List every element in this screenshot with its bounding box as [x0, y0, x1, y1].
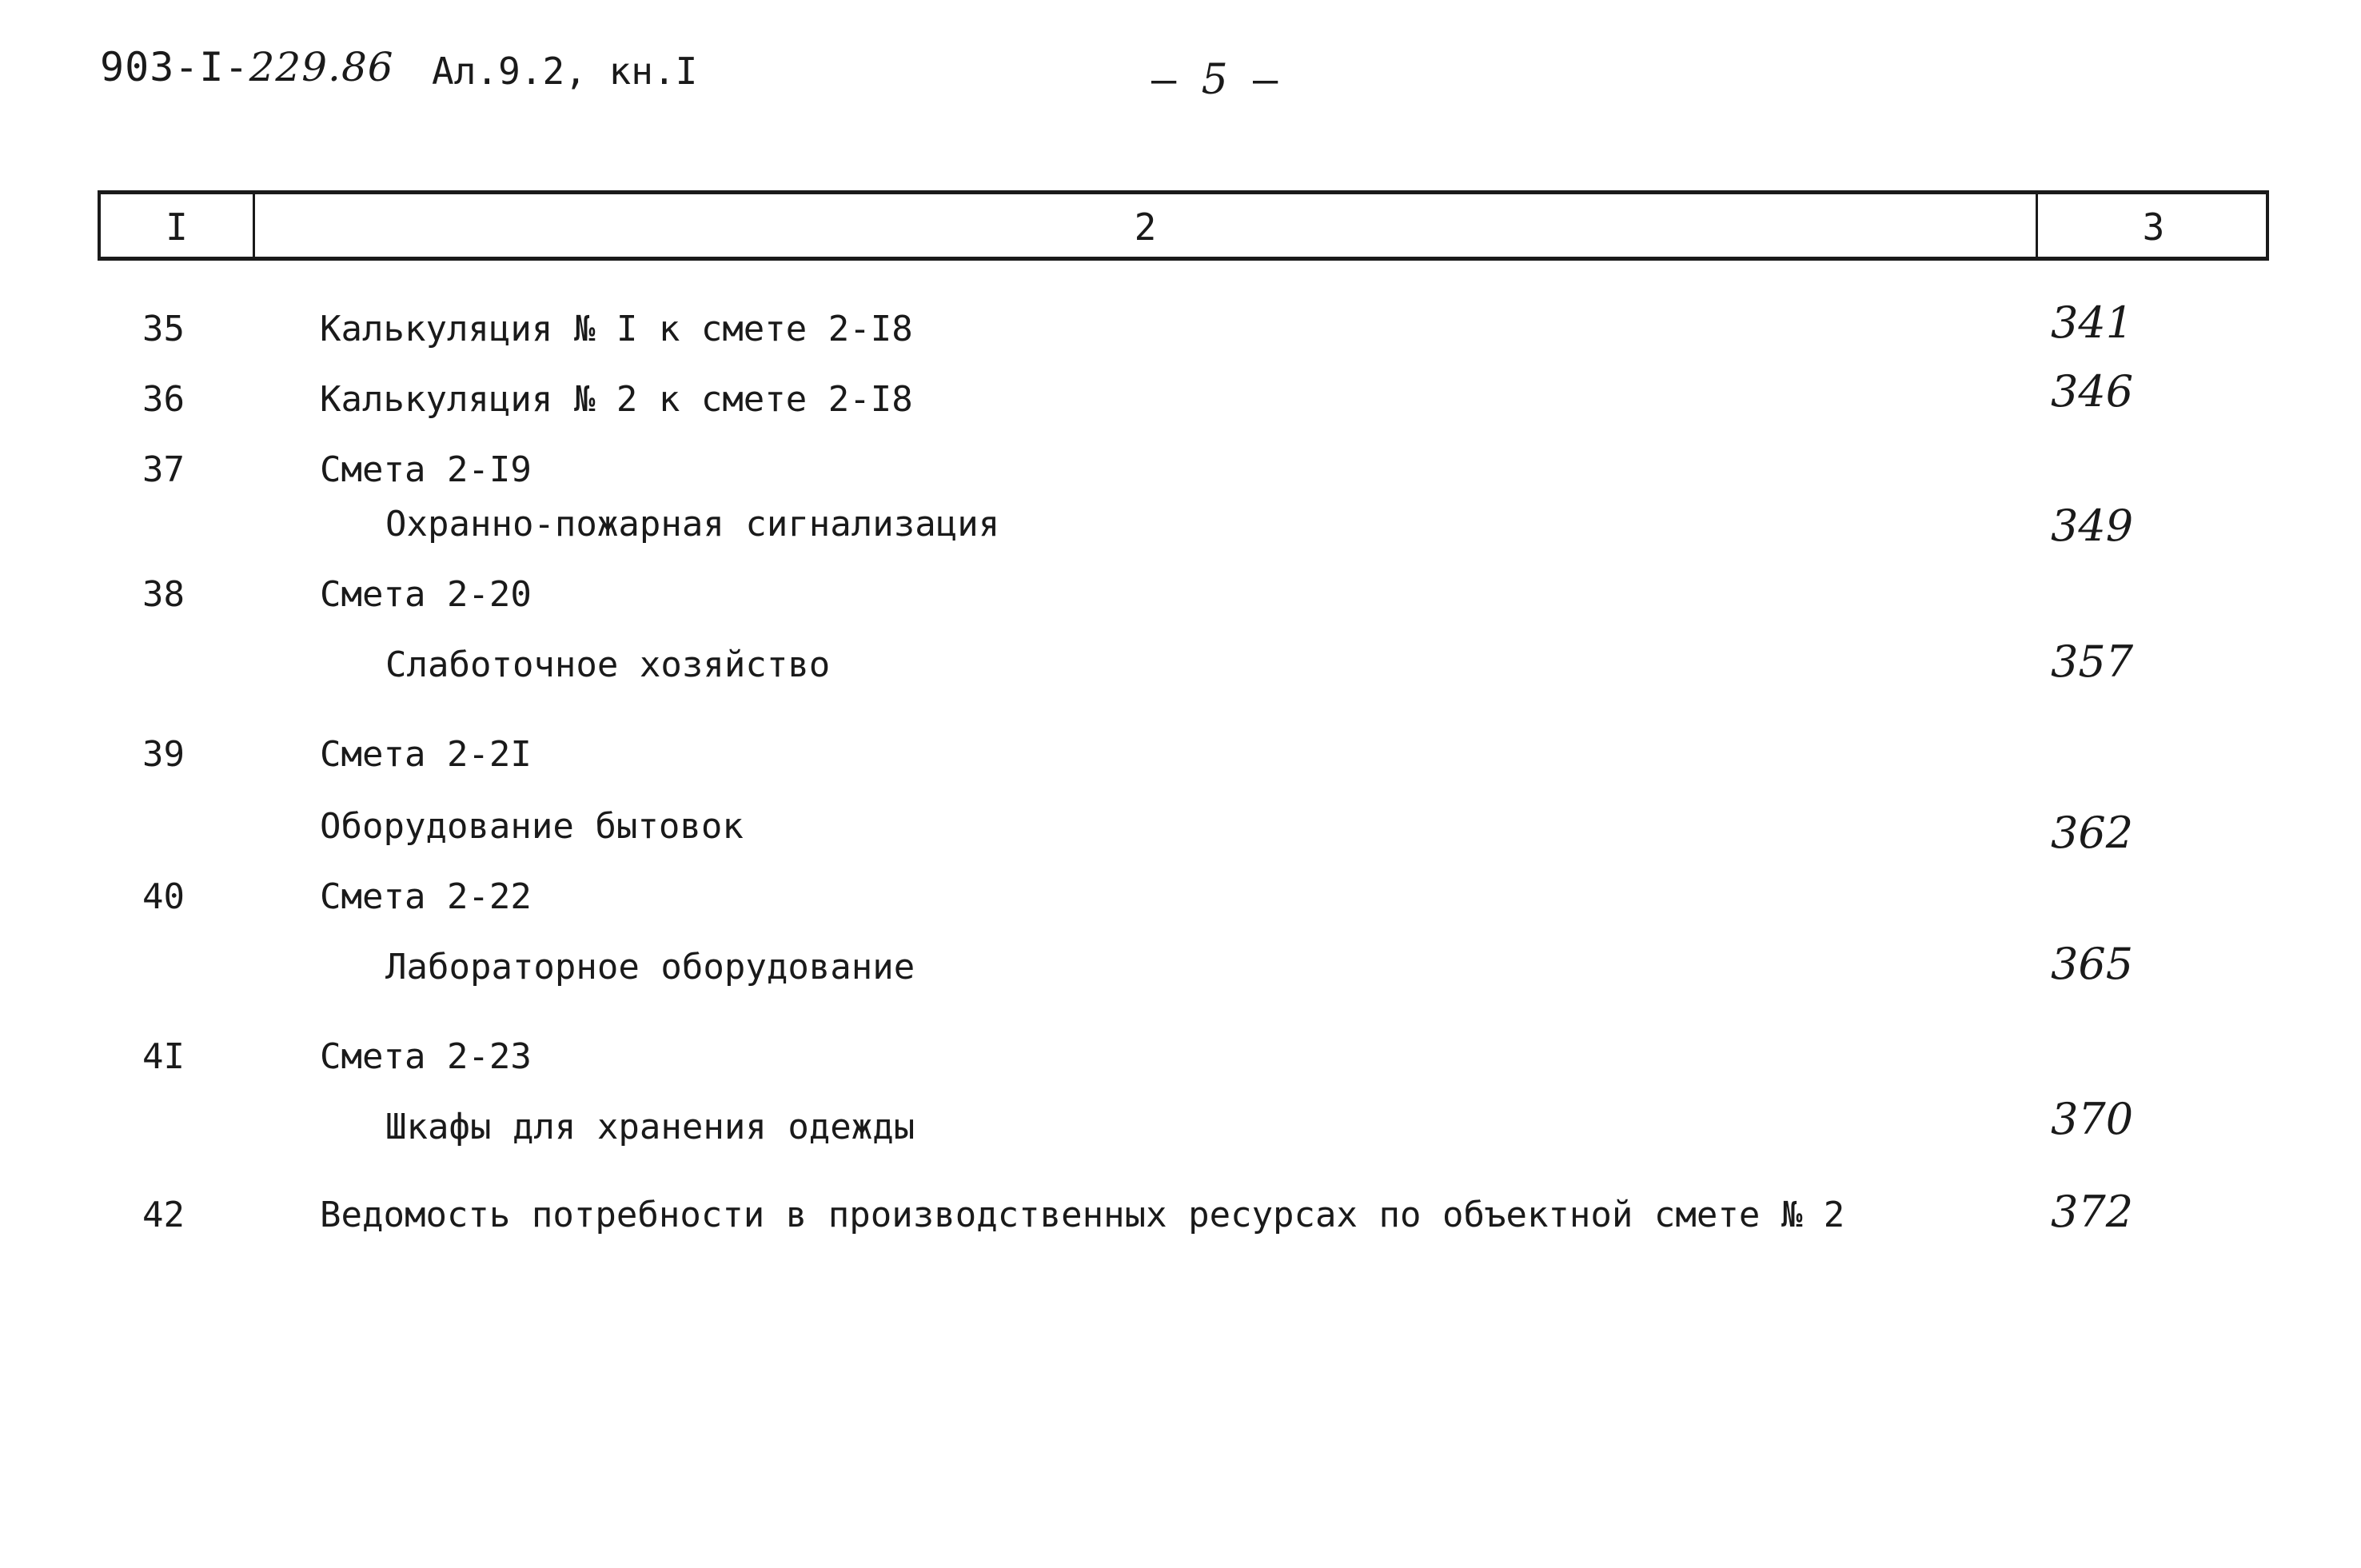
row-title: Калькуляция № I к смете 2-I8 — [320, 309, 913, 349]
page-number-value: 5 — [1201, 56, 1228, 104]
row-number: 4I — [142, 1036, 185, 1077]
row-subtitle: Оборудование бытовок — [320, 806, 744, 847]
row-title: Смета 2-22 — [320, 876, 532, 917]
row-title: Смета 2-2I — [320, 734, 532, 775]
row-subtitle: Лабораторное оборудование — [385, 947, 915, 987]
column-header-2: 2 — [1134, 205, 1157, 249]
row-number: 40 — [142, 876, 185, 917]
row-title: Калькуляция № 2 к смете 2-I8 — [320, 379, 913, 420]
row-page: 357 — [2051, 636, 2134, 687]
page-dash-right: — — [1227, 56, 1278, 104]
row-number: 39 — [142, 734, 185, 775]
row-number: 36 — [142, 379, 185, 420]
column-header-1: I — [166, 205, 188, 249]
row-number: 42 — [142, 1195, 185, 1235]
row-page: 341 — [2051, 297, 2134, 348]
row-number: 37 — [142, 449, 185, 490]
row-title: Ведомость потребности в производственных ресурсах по объектной смете № 2 — [320, 1195, 1845, 1235]
page-number — [1151, 56, 1278, 104]
document-code-prefix: 903-I- — [100, 44, 249, 90]
row-title: Смета 2-20 — [320, 574, 532, 615]
document-code — [100, 44, 394, 90]
row-title: Смета 2-23 — [320, 1036, 532, 1077]
row-title: Смета 2-I9 — [320, 449, 532, 490]
row-number: 38 — [142, 574, 185, 615]
row-page: 362 — [2051, 808, 2134, 858]
row-number: 35 — [142, 309, 185, 349]
table-header — [98, 190, 2269, 261]
row-page: 349 — [2051, 501, 2134, 551]
row-subtitle: Охранно-пожарная сигнализация — [385, 504, 1000, 545]
row-page: 372 — [2051, 1187, 2134, 1237]
document-code-handwritten: 229.86 — [249, 44, 394, 90]
column-header-3: 3 — [2142, 205, 2165, 249]
row-subtitle: Слаботочное хозяйство — [385, 644, 831, 685]
row-page: 365 — [2051, 939, 2134, 989]
album-label: Ал.9.2, кн.I — [432, 50, 698, 93]
row-subtitle: Шкафы для хранения одежды — [385, 1107, 915, 1147]
row-page: 370 — [2051, 1094, 2134, 1144]
page-dash-left: — — [1151, 56, 1202, 104]
row-page: 346 — [2051, 366, 2134, 417]
